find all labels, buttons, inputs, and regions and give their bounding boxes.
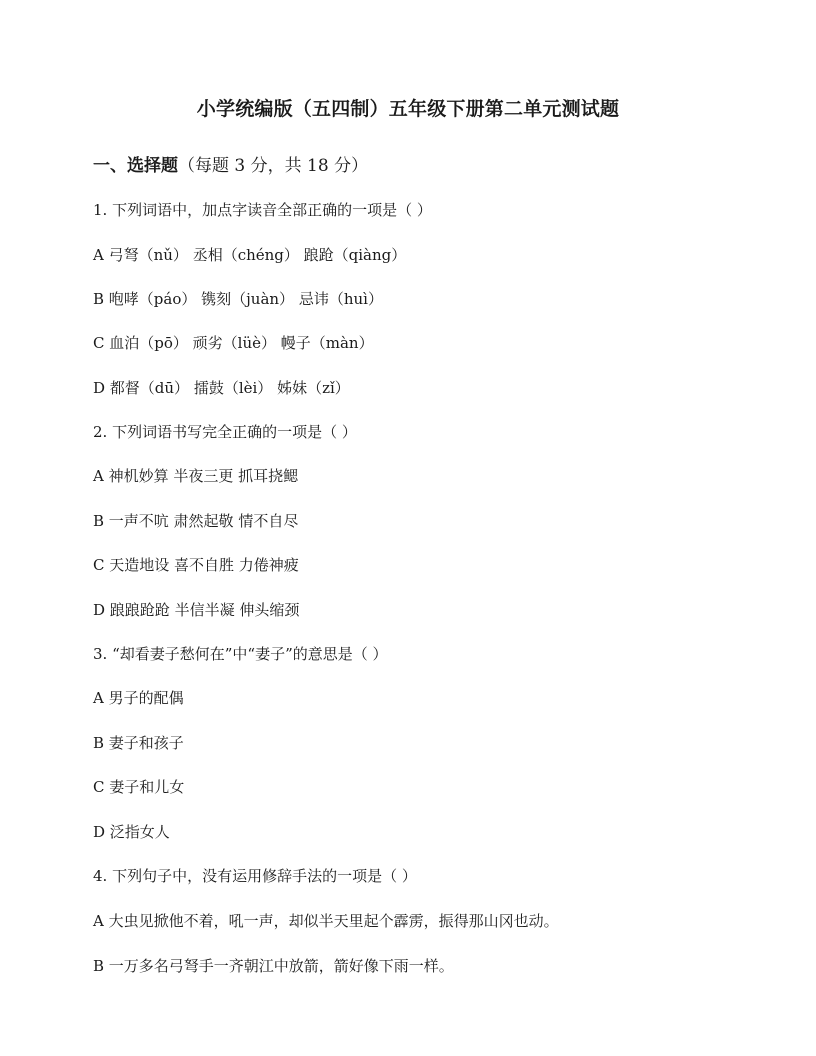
question-3-option-a: A 男子的配偶 [93, 689, 184, 707]
question-1-option-c: C 血泊（pō） 顽劣（lüè） 幔子（màn） [93, 334, 374, 352]
question-3-option-b: B 妻子和孩子 [93, 734, 184, 752]
section-heading-note: （每题 3 分，共 18 分） [178, 156, 369, 176]
question-4-option-b: B 一万多名弓弩手一齐朝江中放箭，箭好像下雨一样。 [93, 957, 454, 975]
question-1-stem: 1. 下列词语中，加点字读音全部正确的一项是（ ） [93, 201, 432, 219]
question-1-option-a: A 弓弩（nǔ） 丞相（chéng） 踉跄（qiàng） [93, 246, 407, 264]
question-3-option-d: D 泛指女人 [93, 823, 170, 841]
section-heading [93, 151, 368, 176]
page-title: 小学统编版（五四制）五年级下册第二单元测试题 [196, 98, 620, 120]
question-4-stem: 4. 下列句子中，没有运用修辞手法的一项是（ ） [93, 867, 417, 885]
question-2-option-c: C 天造地设 喜不自胜 力倦神疲 [93, 556, 299, 574]
question-3-stem: 3. “却看妻子愁何在”中“妻子”的意思是（ ） [93, 645, 388, 663]
question-1-option-b: B 咆哮（páo） 镌刻（juàn） 忌讳（huì） [93, 290, 383, 308]
question-2-stem: 2. 下列词语书写完全正确的一项是（ ） [93, 423, 357, 441]
question-3-option-c: C 妻子和儿女 [93, 778, 185, 796]
question-1-option-d: D 都督（dū） 擂鼓（lèi） 姊妹（zǐ） [93, 379, 350, 397]
question-2-option-a: A 神机妙算 半夜三更 抓耳挠鳃 [93, 467, 299, 485]
question-4-option-a: A 大虫见掀他不着，吼一声，却似半天里起个霹雳，振得那山冈也动。 [93, 912, 559, 930]
section-heading-label: 一、选择题 [93, 156, 178, 176]
question-2-option-b: B 一声不吭 肃然起敬 情不自尽 [93, 512, 299, 530]
question-2-option-d: D 踉踉跄跄 半信半凝 伸头缩颈 [93, 601, 300, 619]
